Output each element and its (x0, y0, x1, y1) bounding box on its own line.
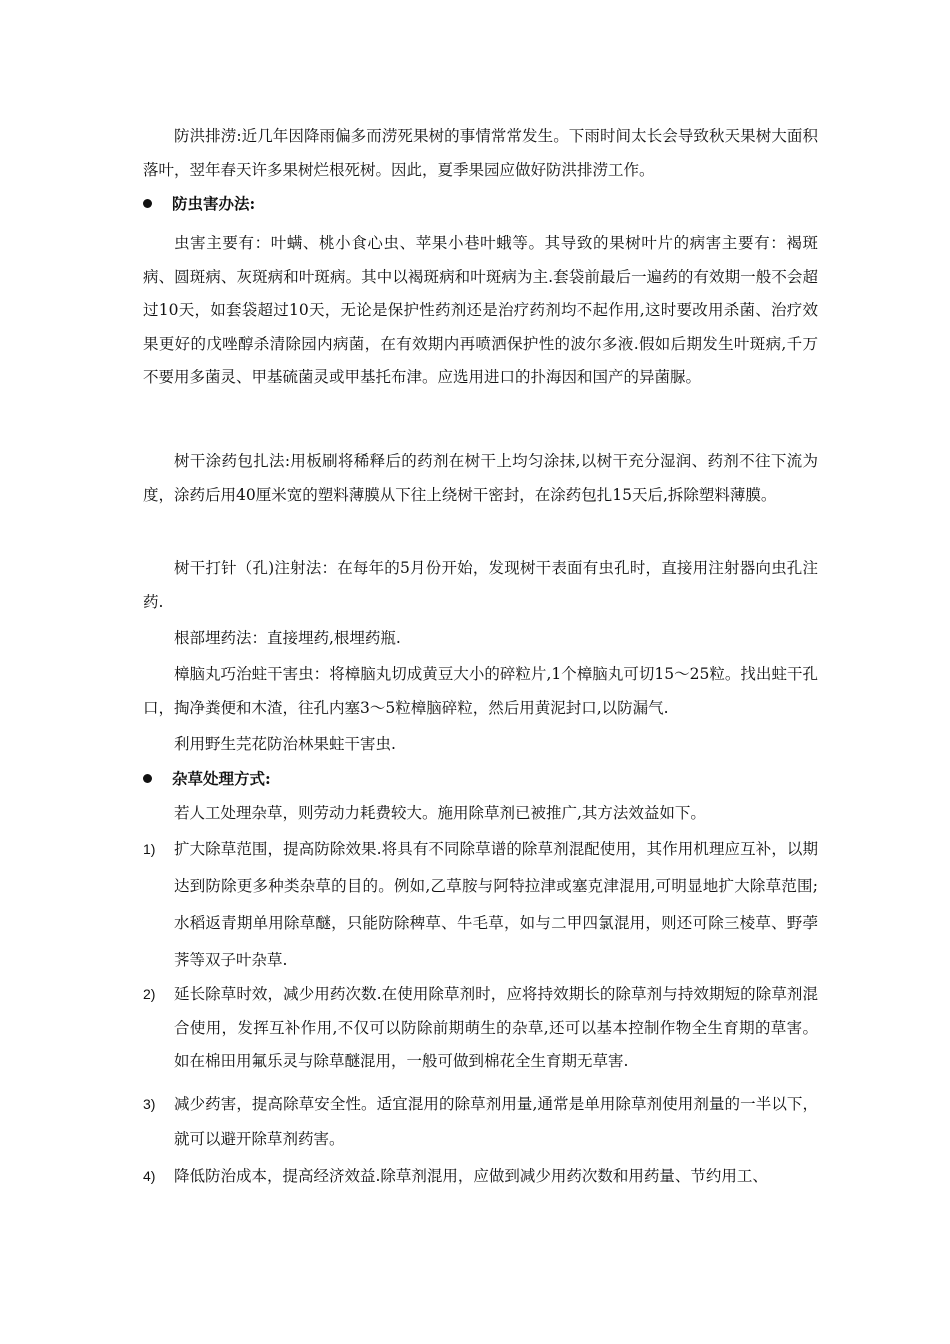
paragraph-wildflower: 利用野生芫花防治林果蛀干害虫. (174, 735, 396, 753)
list-item-text: 降低防治成本，提高经济效益.除草剂混用，应做到减少用药次数和用药量、节约用工、 (174, 1167, 768, 1185)
list-item (143, 978, 818, 1079)
paragraph-trunk-injection: 树干打针（孔)注射法：在每年的5月份开始，发现树干表面有虫孔时，直接用注射器向虫孔注药. (143, 559, 818, 611)
bullet-dot-icon (143, 199, 152, 208)
list-item-text: 延长除草时效，减少用药次数.在使用除草剂时，应将持效期长的除草剂与持效期短的除草剂混合使用，发挥互补作用,不仅可以防除前期萌生的杂草,还可以基本控制作物全生育期的草害。如在棉田用氟乐灵与除草醚混用，一般可做到棉花全生育期无草害. (174, 985, 818, 1070)
list-item-text: 减少药害，提高除草安全性。适宜混用的除草剂用量,通常是单用除草剂使用剂量的一半以下，就可以避开除草剂药害。 (174, 1095, 818, 1148)
list-item (143, 1087, 818, 1157)
list-item-number: 2) (143, 986, 156, 1002)
paragraph-camphor: 樟脑丸巧治蛀干害虫：将樟脑丸切成黄豆大小的碎粒片,1个樟脑丸可切15～25粒。找出蛀干孔口，掏净粪便和木渣，往孔内塞3～5粒樟脑碎粒，然后用黄泥封口,以防漏气. (143, 665, 818, 717)
bullet-dot-icon (143, 774, 152, 783)
list-item-number: 3) (143, 1096, 156, 1112)
list-item-text: 扩大除草范围，提高防除效果.将具有不同除草谱的除草剂混配使用，其作用机理应互补，以期达到防除更多种类杂草的目的。例如,乙草胺与阿特拉津或塞克津混用,可明显地扩大除草范围;水稻返青期单用除草醚，只能防除稗草、牛毛草，如与二甲四氯混用，则还可除三棱草、野荸荠等双子叶杂草. (174, 840, 818, 969)
paragraph-trunk-coating: 树干涂药包扎法:用板刷将稀释后的药剂在树干上均匀涂抹,以树干充分湿润、药剂不往下流为度，涂药后用40厘米宽的塑料薄膜从下往上绕树干密封，在涂药包扎15天后,拆除塑料薄膜。 (143, 452, 818, 504)
paragraph-weed-intro: 若人工处理杂草，则劳动力耗费较大。施用除草剂已被推广,其方法效益如下。 (174, 804, 706, 822)
list-item-number: 1) (143, 841, 156, 857)
list-item (143, 831, 818, 979)
list-item (143, 1160, 818, 1194)
heading-pest-control (143, 187, 255, 221)
heading-weed-control-text: 杂草处理方式: (172, 769, 271, 788)
heading-weed-control (143, 762, 271, 796)
heading-pest-control-text: 防虫害办法: (172, 194, 256, 213)
list-item-number: 4) (143, 1168, 156, 1184)
paragraph-pest-main: 虫害主要有：叶螨、桃小食心虫、苹果小巷叶蛾等。其导致的果树叶片的病害主要有：褐斑病、圆斑病、灰斑病和叶斑病。其中以褐斑病和叶斑病为主.套袋前最后一遍药的有效期一般不会超过10天，如套袋超过10天，无论是保护性药剂还是治疗药剂均不起作用,这时要改用杀菌、治疗效果更好的戊唑醇杀清除园内病菌，在有效期内再喷洒保护性的波尔多液.假如后期发生叶斑病,千万不要用多菌灵、甲基硫菌灵或甲基托布津。应选用进口的扑海因和国产的异菌脲。 (143, 234, 818, 386)
paragraph-root-burial: 根部埋药法：直接埋药,根埋药瓶. (174, 629, 401, 647)
paragraph-flood-control: 防洪排涝:近几年因降雨偏多而涝死果树的事情常常发生。下雨时间太长会导致秋天果树大面积落叶，翌年春天许多果树烂根死树。因此，夏季果园应做好防洪排涝工作。 (143, 127, 818, 179)
